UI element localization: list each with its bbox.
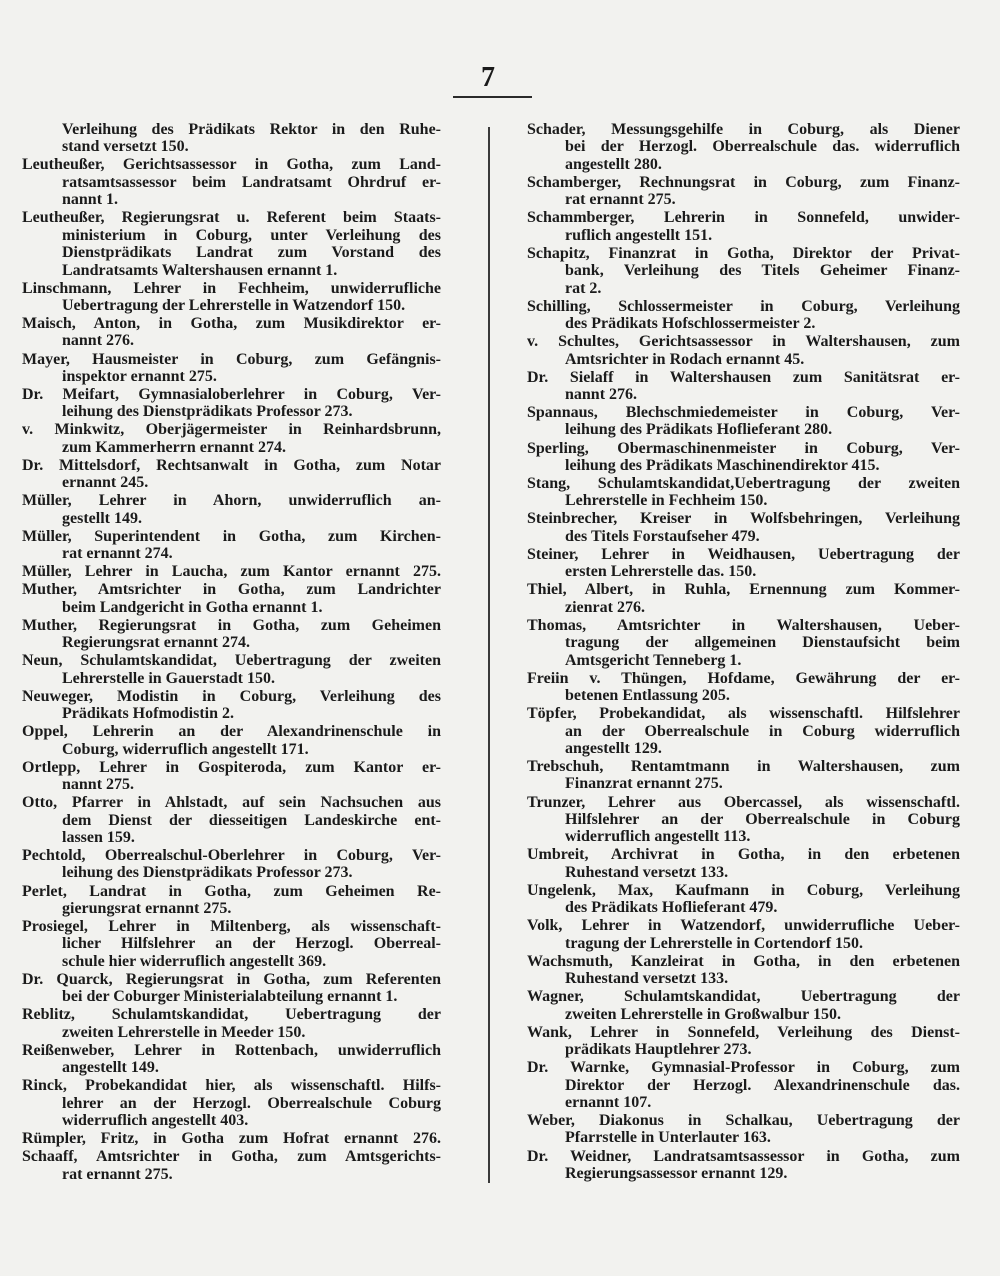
entry-line: widerruflich angestellt 403. (62, 1112, 249, 1130)
entry-line: Dr. Mittelsdorf, Rechtsanwalt in Gotha, zum Notar (22, 456, 441, 474)
entry-line: Steinbrecher, Kreiser in Wolfsbehringen, Verleihung (527, 510, 960, 528)
entry-line: leihung des Dienstprädikats Professor 273. (62, 864, 353, 882)
entry-line: Muther, Regierungsrat in Gotha, zum Geheimen (22, 616, 441, 634)
entry-line: leihung des Prädikats Hoflieferant 280. (565, 421, 833, 439)
entry-line: Müller, Lehrer in Laucha, zum Kantor ernannt 275. (22, 563, 441, 581)
entry-line: tragung der Lehrerstelle in Cortendorf 150. (565, 934, 864, 952)
entry-line: stand versetzt 150. (62, 138, 189, 156)
register-entry (527, 882, 960, 917)
header-rule (453, 96, 532, 98)
entry-line: Schapitz, Finanzrat in Gotha, Direktor der Privat- (527, 244, 960, 262)
entry-line: Neun, Schulamtskandidat, Uebertragung der zweiten (22, 652, 441, 670)
entry-line: ratsamtsassessor beim Landratsamt Ohrdruf er- (62, 173, 441, 191)
entry-line: Reißenweber, Lehrer in Rottenbach, unwiderruflich (22, 1041, 441, 1059)
register-entry (22, 883, 441, 918)
entry-line: prädikats Hauptlehrer 273. (565, 1041, 752, 1059)
entry-line: des Prädikats Hoflieferant 479. (565, 899, 778, 917)
register-entry (527, 1148, 960, 1183)
register-entry (527, 369, 960, 404)
entry-line: an der Oberrealschule in Coburg widerruflich (565, 722, 960, 740)
entry-line: des Titels Forstaufseher 479. (565, 527, 760, 545)
entry-line: Pfarrstelle in Unterlauter 163. (565, 1129, 771, 1147)
entry-line: bei der Herzogl. Oberrealschule das. widerruflich (565, 138, 960, 156)
register-entry (527, 1112, 960, 1147)
entry-line: Uebertragung der Lehrerstelle in Watzendorf 150. (62, 296, 406, 314)
entry-line: Lehrerstelle in Fechheim 150. (565, 492, 768, 510)
entry-line: Schammberger, Lehrerin in Sonnefeld, unwider- (527, 209, 960, 227)
register-entry (527, 174, 960, 209)
entry-line: Hilfslehrer an der Oberrealschule in Coburg (565, 810, 960, 828)
entry-line: Dr. Quarck, Regierungsrat in Gotha, zum Referenten (22, 970, 441, 988)
entry-line: bei der Coburger Ministerialabteilung ernannt 1. (62, 988, 398, 1006)
entry-line: Neuweger, Modistin in Coburg, Verleihung des (22, 687, 441, 705)
entry-line: Thomas, Amtsrichter in Waltershausen, Ueber- (527, 616, 960, 634)
entry-line: nannt 276. (565, 385, 638, 403)
entry-line: Spannaus, Blechschmiedemeister in Coburg, Ver- (527, 404, 960, 422)
entry-line: Sperling, Obermaschinenmeister in Coburg, Ver- (527, 439, 960, 457)
entry-line: Stang, Schulamtskandidat,Uebertragung der zweiten (527, 475, 960, 492)
entry-line: Dr. Warnke, Gymnasial-Professor in Coburg, zum (527, 1059, 960, 1077)
register-entry (22, 918, 441, 970)
entry-line: Leutheußer, Gerichtsassessor in Gotha, zum Land- (22, 156, 441, 174)
entry-line: Freiin v. Thüngen, Hofdame, Gewährung der er- (527, 669, 960, 687)
register-entry (22, 581, 441, 616)
entry-line: Ruhestand versetzt 133. (565, 970, 729, 988)
entry-line: leihung des Dienstprädikats Professor 273. (62, 403, 353, 421)
register-entry (527, 475, 960, 510)
entry-line: Pechtold, Oberrealschul-Oberlehrer in Coburg, Ver- (22, 847, 441, 865)
entry-line: Muther, Amtsrichter in Gotha, zum Landrichter (22, 581, 441, 599)
entry-line: nannt 1. (62, 191, 119, 209)
entry-line: Töpfer, Probekandidat, als wissenschaftl. Hilfslehrer (527, 705, 960, 723)
entry-line: Otto, Pfarrer in Ahlstadt, auf sein Nachsuchen aus (22, 794, 441, 812)
register-entry (527, 404, 960, 439)
entry-line: Prädikats Hofmodistin 2. (62, 705, 235, 723)
entry-line: ruflich angestellt 151. (565, 226, 713, 244)
entry-line: tragung der allgemeinen Dienstaufsicht beim (565, 634, 960, 652)
register-entry (22, 421, 441, 456)
entry-line: Amtsrichter in Rodach ernannt 45. (565, 350, 805, 368)
entry-line: Maisch, Anton, in Gotha, zum Musikdirektor er- (22, 315, 441, 333)
register-entry (527, 440, 960, 475)
register-entry (22, 1130, 441, 1147)
entry-line: Finanzrat ernannt 275. (565, 775, 723, 793)
register-entry (527, 209, 960, 244)
entry-line: Schaaff, Amtsrichter in Gotha, zum Amtsgerichts- (22, 1148, 441, 1166)
entry-line: rat ernannt 274. (62, 545, 173, 563)
entry-line: Ortlepp, Lehrer in Gospiteroda, zum Kantor er- (22, 758, 441, 776)
register-entry (22, 156, 441, 208)
register-entry (527, 670, 960, 705)
entry-line: Ruhestand versetzt 133. (565, 863, 729, 881)
entry-line: betenen Entlassung 205. (565, 687, 730, 705)
entry-line: leihung des Prädikats Maschinendirektor 415. (565, 456, 880, 474)
entry-line: Lehrerstelle in Gauerstadt 150. (62, 669, 276, 687)
entry-line: Linschmann, Lehrer in Fechheim, unwiderrufliche (22, 279, 441, 297)
entry-line: Verleihung des Prädikats Rektor in den Ruhe- (62, 121, 441, 138)
entry-line: rat ernannt 275. (565, 191, 676, 209)
entry-line: Wachsmuth, Kanzleirat in Gotha, in den erbetenen (527, 952, 960, 970)
entry-line: schule hier widerruflich angestellt 369. (62, 952, 327, 970)
right-column (527, 121, 960, 1183)
entry-line: Direktor der Herzogl. Alexandrinenschule das. (565, 1076, 960, 1094)
entry-line: des Prädikats Hofschlossermeister 2. (565, 315, 816, 333)
entry-line: zum Kammerherrn ernannt 274. (62, 438, 286, 456)
register-entry (527, 245, 960, 297)
register-entry (22, 617, 441, 652)
entry-line: Rümpler, Fritz, in Gotha zum Hofrat ernannt 276. (22, 1130, 441, 1148)
entry-line: ersten Lehrerstelle das. 150. (565, 563, 757, 581)
register-entry (527, 953, 960, 988)
register-entry (22, 794, 441, 846)
entry-line: Regierungsassessor ernannt 129. (565, 1164, 788, 1182)
entry-line: Mayer, Hausmeister in Coburg, zum Gefängnis- (22, 350, 441, 368)
entry-line: nannt 276. (62, 332, 135, 350)
entry-line: Dr. Weidner, Landratsamtsassessor in Gotha, zum (527, 1147, 960, 1165)
register-entry (22, 1148, 441, 1183)
register-entry (22, 315, 441, 350)
register-entry (22, 971, 441, 1006)
entry-line: Regierungsrat ernannt 274. (62, 634, 250, 652)
register-entry (527, 546, 960, 581)
entry-line: Trebschuh, Rentamtmann in Waltershausen, zum (527, 758, 960, 776)
entry-line: widerruflich angestellt 113. (565, 828, 751, 846)
register-entry (527, 581, 960, 616)
entry-line: Rinck, Probekandidat hier, als wissenschaftl. Hilfs- (22, 1077, 441, 1095)
entry-line: Thiel, Albert, in Ruhla, Ernennung zum Kommer- (527, 581, 960, 599)
entry-line: Dr. Sielaff in Waltershausen zum Sanitätsrat er- (527, 368, 960, 386)
register-entry (527, 917, 960, 952)
entry-line: Trunzer, Lehrer aus Obercassel, als wissenschaftl. (527, 793, 960, 811)
entry-line: ernannt 245. (62, 474, 149, 492)
entry-line: angestellt 129. (565, 739, 662, 757)
entry-line: Amtsgericht Tenneberg 1. (565, 651, 742, 669)
entry-line: Coburg, widerruflich angestellt 171. (62, 740, 309, 758)
register-entry (22, 652, 441, 687)
entry-line: Weber, Diakonus in Schalkau, Uebertragung der (527, 1112, 960, 1130)
entry-line: v. Schultes, Gerichtsassessor in Waltershausen, zum (527, 333, 960, 351)
register-entry (22, 563, 441, 580)
entry-line: licher Hilfslehrer an der Herzogl. Oberreal- (62, 935, 441, 953)
entry-line: Schilling, Schlossermeister in Coburg, Verleihung (527, 297, 960, 315)
register-entry (22, 386, 441, 421)
entry-line: angestellt 149. (62, 1059, 159, 1077)
entry-line: dem Dienst der diesseitigen Landeskirche ent- (62, 811, 441, 829)
register-entry (527, 1024, 960, 1059)
register-entry (527, 121, 960, 173)
register-entry (22, 492, 441, 527)
entry-line: Wagner, Schulamtskandidat, Uebertragung der (527, 988, 960, 1006)
register-entry (527, 988, 960, 1023)
entry-line: Landratsamts Waltershausen ernannt 1. (62, 261, 338, 279)
entry-line: Schader, Messungsgehilfe in Coburg, als Diener (527, 121, 960, 138)
register-entry (22, 528, 441, 563)
register-entry (22, 847, 441, 882)
entry-line: gierungsrat ernannt 275. (62, 899, 232, 917)
page-number: 7 (481, 62, 495, 93)
register-entry (527, 617, 960, 669)
register-entry (527, 846, 960, 881)
entry-line: beim Landgericht in Gotha ernannt 1. (62, 598, 323, 616)
entry-line: nannt 275. (62, 776, 135, 794)
entry-line: Volk, Lehrer in Watzendorf, unwiderrufliche Ueber- (527, 917, 960, 935)
register-entry (22, 759, 441, 794)
register-entry (22, 1077, 441, 1129)
entry-line: zweiten Lehrerstelle in Meeder 150. (62, 1023, 306, 1041)
entry-line: Perlet, Landrat in Gotha, zum Geheimen Re- (22, 882, 441, 900)
entry-line: inspektor ernannt 275. (62, 367, 217, 385)
entry-line: Müller, Superintendent in Gotha, zum Kirchen- (22, 527, 441, 545)
entry-line: Müller, Lehrer in Ahorn, unwiderruflich an- (22, 492, 441, 510)
entry-line: angestellt 280. (565, 155, 662, 173)
entry-line: zienrat 276. (565, 598, 645, 616)
register-entry (22, 688, 441, 723)
entry-line: Dienstprädikats Landrat zum Vorstand des (62, 244, 441, 262)
register-entry (22, 280, 441, 315)
entry-line: lassen 159. (62, 829, 135, 846)
entry-line: lehrer an der Herzogl. Oberrealschule Coburg (62, 1094, 441, 1112)
register-entry (22, 209, 441, 279)
register-entry (22, 1042, 441, 1077)
entry-line: rat 2. (565, 279, 602, 297)
entry-line: Umbreit, Archivrat in Gotha, in den erbetenen (527, 846, 960, 864)
entry-line: Reblitz, Schulamtskandidat, Uebertragung der (22, 1006, 441, 1024)
entry-line: Ungelenk, Max, Kaufmann in Coburg, Verleihung (527, 881, 960, 899)
register-entry (527, 298, 960, 333)
entry-line: gestellt 149. (62, 509, 142, 527)
entry-line: v. Minkwitz, Oberjägermeister in Reinhardsbrunn, (22, 421, 441, 439)
entry-line: Prosiegel, Lehrer in Miltenberg, als wissenschaft- (22, 918, 441, 936)
entry-line: Oppel, Lehrerin an der Alexandrinenschule in (22, 723, 441, 741)
register-entry (527, 1059, 960, 1111)
entry-line: Dr. Meifart, Gymnasialoberlehrer in Coburg, Ver- (22, 385, 441, 403)
register-entry (527, 758, 960, 793)
register-entry (527, 794, 960, 846)
entry-line: Steiner, Lehrer in Weidhausen, Uebertragung der (527, 545, 960, 563)
entry-line: ministerium in Coburg, unter Verleihung des (62, 226, 441, 244)
entry-line: Schamberger, Rechnungsrat in Coburg, zum Finanz- (527, 173, 960, 191)
register-entry (22, 457, 441, 492)
entry-line: Leutheußer, Regierungsrat u. Referent beim Staats- (22, 209, 441, 227)
left-column (22, 121, 441, 1184)
register-entry (22, 121, 441, 156)
entry-line: ernannt 107. (565, 1093, 652, 1111)
entry-line: zweiten Lehrerstelle in Großwalbur 150. (565, 1005, 841, 1023)
entry-line: Wank, Lehrer in Sonnefeld, Verleihung des Dienst- (527, 1023, 960, 1041)
register-entry (527, 510, 960, 545)
register-entry (22, 1006, 441, 1041)
register-entry (527, 705, 960, 757)
entry-line: rat ernannt 275. (62, 1165, 173, 1183)
register-entry (22, 723, 441, 758)
register-entry (527, 333, 960, 368)
column-divider (488, 127, 490, 1183)
register-entry (22, 351, 441, 386)
entry-line: bank, Verleihung des Titels Geheimer Finanz- (565, 262, 960, 280)
